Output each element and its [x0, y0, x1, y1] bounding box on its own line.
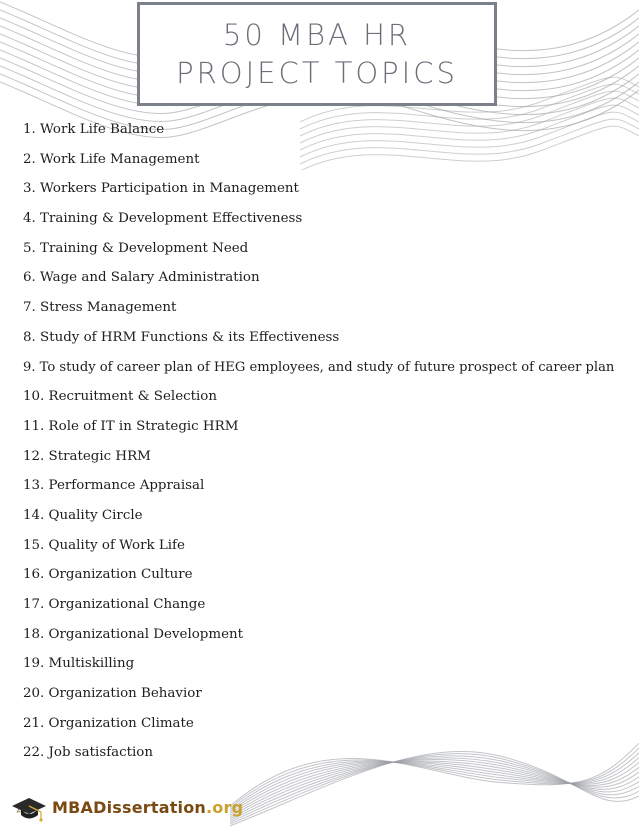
topic-item: 3. Workers Participation in Management [23, 181, 299, 197]
topic-item: 13. Performance Appraisal [23, 478, 205, 494]
topic-item: 22. Job satisfaction [23, 745, 153, 761]
topic-item: 4. Training & Development Effectiveness [23, 211, 303, 227]
topic-item: 12. Strategic HRM [23, 448, 151, 464]
topic-item: 15. Quality of Work Life [23, 537, 185, 553]
topic-item: 10. Recruitment & Selection [23, 389, 217, 405]
logo-text [52, 798, 243, 817]
topic-item: 16. Organization Culture [23, 567, 193, 583]
page-title-line-2: PROJECT TOPICS [176, 56, 458, 90]
topic-item: 14. Quality Circle [23, 507, 143, 523]
topic-item: 8. Study of HRM Functions & its Effectiveness [23, 329, 340, 345]
topic-item: 6. Wage and Salary Administration [23, 270, 260, 286]
topic-item: 7. Stress Management [23, 300, 177, 316]
topic-item: 21. Organization Climate [23, 715, 194, 731]
page-title-line-1: 50 MBA HR [222, 18, 412, 52]
topic-item: 11. Role of IT in Strategic HRM [23, 418, 239, 434]
topic-item: 5. Training & Development Need [23, 240, 249, 256]
topic-item: 20. Organization Behavior [23, 686, 202, 702]
topic-item: 9. To study of career plan of HEG employees, and study of future prospect of career plan [23, 359, 615, 375]
topic-item: 18. Organizational Development [23, 626, 243, 642]
topic-item: 19. Multiskilling [23, 656, 135, 672]
topic-item: 17. Organizational Change [23, 597, 206, 612]
topic-list [23, 117, 614, 770]
logo-domain: .org [206, 797, 244, 817]
site-logo[interactable] [10, 793, 243, 821]
logo-name: MBADissertation [52, 797, 207, 817]
topic-item: 2. Work Life Management [23, 151, 200, 167]
title-box [137, 2, 497, 106]
graduation-cap-icon [10, 792, 48, 822]
topic-item: 1. Work Life Balance [23, 122, 165, 137]
